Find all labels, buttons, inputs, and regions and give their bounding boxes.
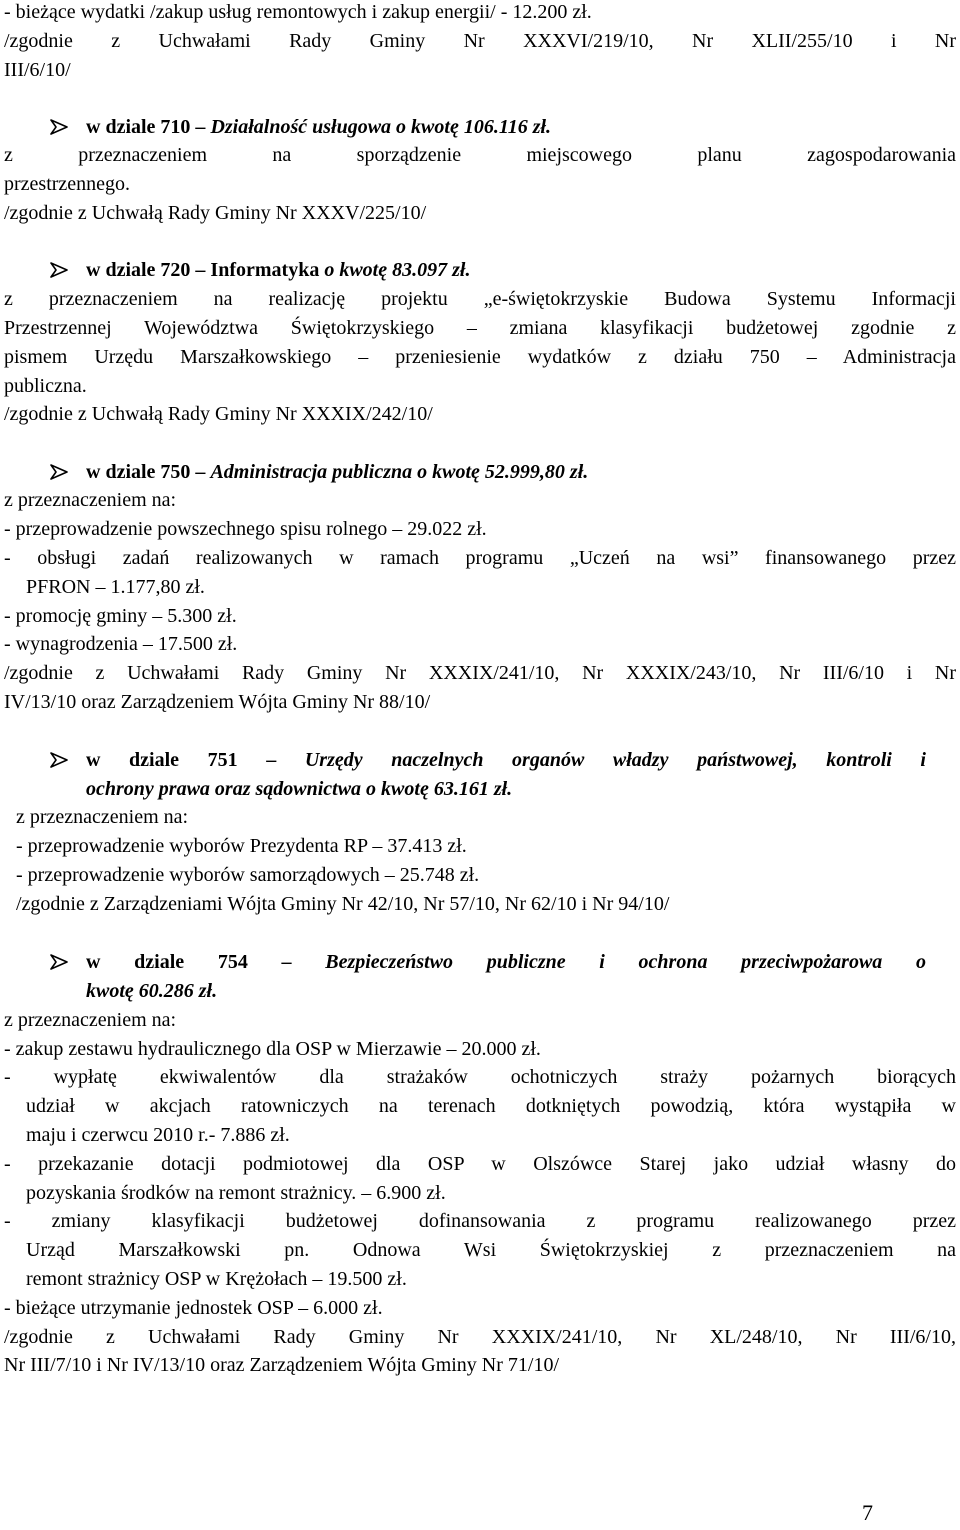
- section-heading-italic: Administracja publiczna o kwotę 52.999,80 zł.: [210, 461, 589, 483]
- text-line: III/6/10/: [4, 59, 71, 81]
- list-item: - obsługi zadań realizowanych w ramach programu „Uczeń na wsi” finansowanego przez: [4, 547, 956, 569]
- section-heading-italic: Urzędy naczelnych organów władzy państwowej, kontroli i: [304, 749, 926, 771]
- arrowhead-bullet-icon: [50, 262, 68, 278]
- text-line: Przestrzennej Województwa Świętokrzyskiego – zmiana klasyfikacji budżetowej zgodnie z: [4, 317, 956, 339]
- list-item: - zmiany klasyfikacji budżetowej dofinansowania z programu realizowanego przez: [4, 1210, 956, 1232]
- section-heading-italic: Bezpieczeństwo publiczne i ochrona przeciwpożarowa o: [325, 951, 926, 973]
- section-heading: w dziale 754 –: [86, 951, 326, 973]
- section-bullet-751-continuation: [86, 777, 960, 801]
- arrowhead-bullet-icon: [50, 954, 68, 970]
- resolution-reference: /zgodnie z Uchwałą Rady Gminy Nr XXXIX/242/10/: [4, 403, 433, 425]
- list-item: - przeprowadzenie powszechnego spisu rolnego – 29.022 zł.: [4, 518, 487, 540]
- text-line: z przeznaczeniem na:: [16, 806, 189, 828]
- section-heading-italic: ochrony prawa oraz sądownictwa o kwotę 63.161 zł.: [86, 778, 513, 800]
- list-item: - wynagrodzenia – 17.500 zł.: [4, 633, 238, 655]
- list-item: - promocję gminy – 5.300 zł.: [4, 605, 237, 627]
- section-heading: w dziale 720 – Informatyka: [86, 259, 325, 281]
- arrowhead-bullet-icon: [50, 119, 68, 135]
- list-item-continuation: maju i czerwcu 2010 r.- 7.886 zł.: [26, 1124, 290, 1146]
- text-line: - bieżące wydatki /zakup usług remontowych i zakup energii/ - 12.200 zł.: [4, 1, 592, 23]
- arrowhead-bullet-icon: [50, 464, 68, 480]
- list-item-continuation: pozyskania środków na remont strażnicy. – 6.900 zł.: [26, 1182, 446, 1204]
- text-line: publiczna.: [4, 375, 87, 397]
- text-line: z przeznaczeniem na realizację projektu „e-świętokrzyskie Budowa Systemu Informacji: [4, 288, 956, 310]
- list-item-continuation: remont strażnicy OSP w Krężołach – 19.500 zł.: [26, 1268, 407, 1290]
- list-item-continuation: Urząd Marszałkowski pn. Odnowa Wsi Świętokrzyskiej z przeznaczeniem na: [26, 1239, 956, 1261]
- text-line: przestrzennego.: [4, 173, 131, 195]
- arrowhead-bullet-icon: [50, 752, 68, 768]
- list-item: - wypłatę ekwiwalentów dla strażaków ochotniczych straży pożarnych biorących: [4, 1066, 956, 1088]
- resolution-reference: /zgodnie z Zarządzeniami Wójta Gminy Nr 42/10, Nr 57/10, Nr 62/10 i Nr 94/10/: [16, 893, 670, 915]
- resolution-reference: Nr III/7/10 i Nr IV/13/10 oraz Zarządzeniem Wójta Gminy Nr 71/10/: [4, 1354, 560, 1376]
- resolution-reference: /zgodnie z Uchwałą Rady Gminy Nr XXXV/225/10/: [4, 202, 427, 224]
- text-line: z przeznaczeniem na:: [4, 489, 177, 511]
- section-bullet-754-continuation: [86, 979, 960, 1003]
- section-heading-italic: kwotę 60.286 zł.: [86, 980, 218, 1002]
- text-line: /zgodnie z Uchwałami Rady Gminy Nr XXXVI/219/10, Nr XLII/255/10 i Nr: [4, 30, 956, 52]
- list-item: - przeprowadzenie wyborów Prezydenta RP – 37.413 zł.: [16, 835, 467, 857]
- section-heading: w dziale 750 –: [86, 461, 211, 483]
- list-item: - przekazanie dotacji podmiotowej dla OSP w Olszówce Starej jako udział własny do: [4, 1153, 956, 1175]
- section-heading: w dziale 751 –: [86, 749, 305, 771]
- resolution-reference: IV/13/10 oraz Zarządzeniem Wójta Gminy Nr 88/10/: [4, 691, 431, 713]
- resolution-reference: /zgodnie z Uchwałami Rady Gminy Nr XXXIX/241/10, Nr XL/248/10, Nr III/6/10,: [4, 1326, 956, 1348]
- resolution-reference: /zgodnie z Uchwałami Rady Gminy Nr XXXIX/241/10, Nr XXXIX/243/10, Nr III/6/10 i Nr: [4, 662, 956, 684]
- page-number: 7: [862, 1500, 873, 1525]
- list-item: - bieżące utrzymanie jednostek OSP – 6.000 zł.: [4, 1297, 383, 1319]
- list-item-continuation: PFRON – 1.177,80 zł.: [26, 576, 205, 598]
- list-item: - zakup zestawu hydraulicznego dla OSP w Mierzawie – 20.000 zł.: [4, 1038, 541, 1060]
- section-heading-italic: o kwotę 83.097 zł.: [324, 259, 471, 281]
- text-line: z przeznaczeniem na:: [4, 1009, 177, 1031]
- list-item: - przeprowadzenie wyborów samorządowych – 25.748 zł.: [16, 864, 480, 886]
- section-heading: w dziale 710 –: [86, 116, 211, 138]
- text-line: pismem Urzędu Marszałkowskiego – przeniesienie wydatków z działu 750 – Administracja: [4, 346, 956, 368]
- text-line: z przeznaczeniem na sporządzenie miejscowego planu zagospodarowania: [4, 144, 956, 166]
- list-item-continuation: udział w akcjach ratowniczych na terenach dotkniętych powodzią, która wystąpiła w: [26, 1095, 956, 1117]
- section-heading-italic: Działalność usługowa o kwotę 106.116 zł.: [210, 116, 552, 138]
